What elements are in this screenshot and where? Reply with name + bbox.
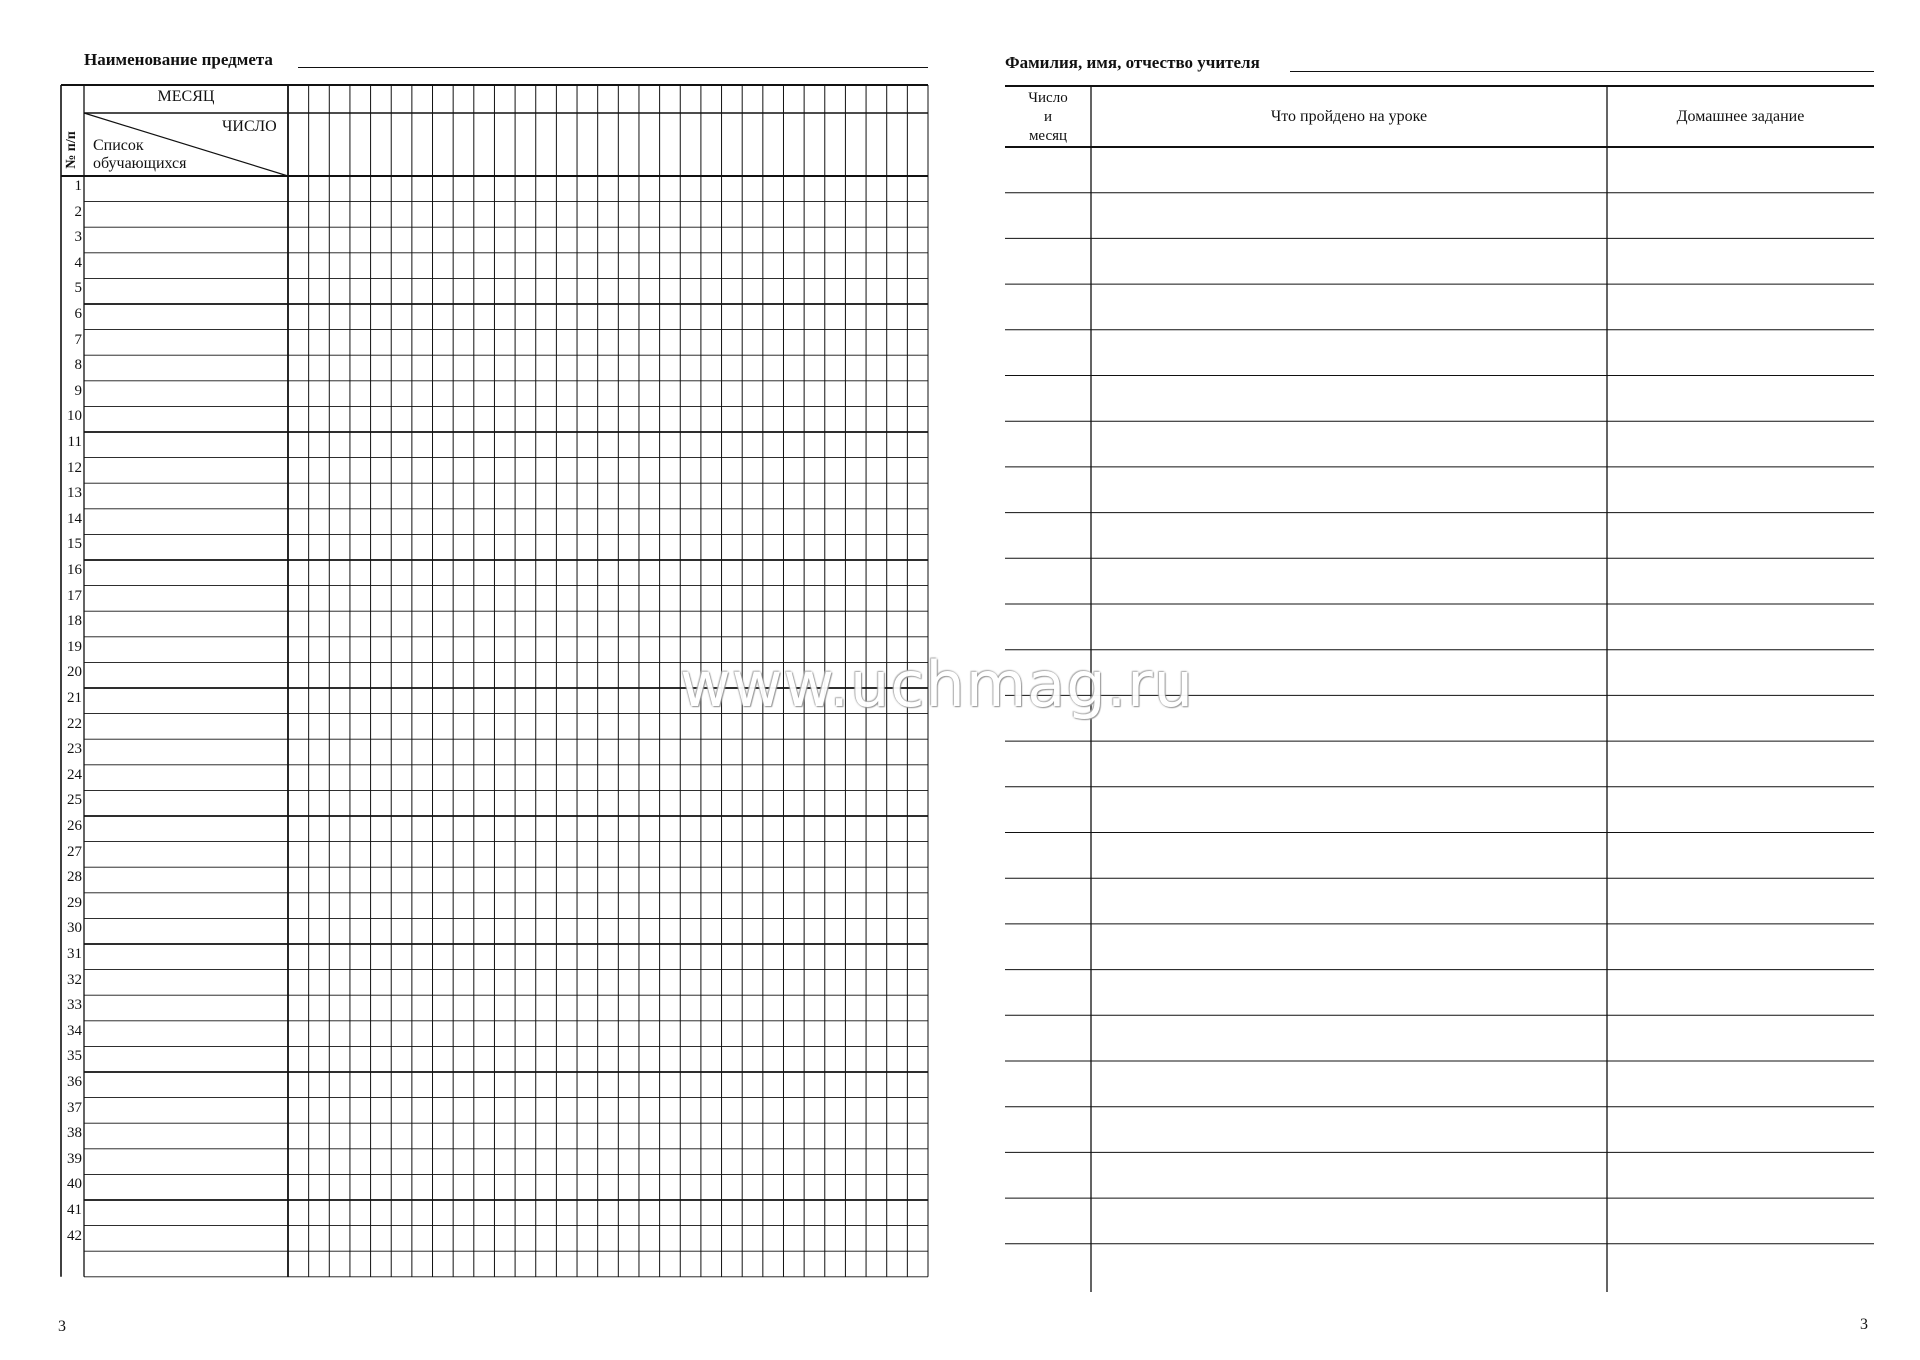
row-number: 33 (67, 997, 82, 1014)
students-header-line1: Список (93, 137, 144, 154)
row-number: 38 (67, 1125, 82, 1142)
row-number: 6 (74, 306, 82, 322)
month-header: МЕСЯЦ (157, 88, 215, 105)
row-number: 16 (67, 562, 82, 578)
row-number: 11 (67, 434, 82, 450)
row-number: 27 (67, 843, 82, 860)
row-number: 8 (74, 357, 82, 374)
row-number: 35 (67, 1048, 82, 1065)
row-number: 7 (74, 331, 82, 348)
row-number: 24 (67, 766, 82, 783)
homework-header: Домашнее задание (1676, 108, 1805, 125)
row-number: 3 (74, 229, 82, 246)
row-number-header: № п/п (64, 131, 79, 169)
row-number: 5 (74, 280, 82, 297)
row-number: 32 (67, 971, 82, 988)
date-header: ЧИСЛО (222, 118, 277, 135)
row-number: 39 (67, 1150, 82, 1167)
students-header-line2: обучающихся (93, 155, 187, 172)
row-number: 15 (67, 536, 82, 553)
date-month-header (1005, 89, 1091, 146)
row-number: 30 (67, 920, 82, 937)
row-number: 31 (67, 946, 82, 962)
left-page-number: 3 (58, 1318, 66, 1335)
row-number: 29 (67, 894, 82, 911)
row-number: 1 (74, 178, 82, 194)
row-number: 21 (67, 690, 82, 706)
row-number: 13 (67, 485, 82, 502)
row-number: 17 (67, 587, 82, 604)
row-number: 36 (67, 1074, 82, 1090)
teacher-label: Фамилия, имя, отчество учителя (1005, 53, 1260, 72)
right-page-number: 3 (1860, 1316, 1868, 1333)
row-number: 10 (67, 408, 82, 425)
row-number: 37 (67, 1099, 82, 1116)
row-number: 42 (67, 1227, 82, 1244)
row-number: 20 (67, 664, 82, 681)
row-number: 19 (67, 638, 82, 655)
subject-label: Наименование предмета (84, 50, 273, 69)
row-number: 34 (67, 1022, 82, 1039)
row-number: 18 (67, 613, 82, 630)
row-number: 12 (67, 459, 82, 476)
row-number: 23 (67, 741, 82, 758)
date-month-header-line2: и (1043, 109, 1053, 125)
row-number: 2 (74, 203, 82, 220)
row-number: 4 (74, 254, 82, 271)
row-number: 40 (67, 1176, 82, 1193)
date-month-header-line1: Число (1028, 90, 1068, 106)
row-number: 26 (67, 818, 82, 834)
watermark: www.uchmag.ru (680, 648, 1195, 721)
row-number: 22 (67, 715, 82, 732)
date-month-header-line3: месяц (1028, 128, 1068, 144)
row-number: 41 (67, 1202, 82, 1218)
row-number: 14 (67, 510, 82, 527)
lesson-topic-header: Что пройдено на уроке (1270, 108, 1428, 125)
row-number: 28 (67, 869, 82, 886)
row-number: 9 (74, 382, 82, 399)
teacher-field[interactable] (1290, 71, 1874, 72)
row-number: 25 (67, 792, 82, 809)
